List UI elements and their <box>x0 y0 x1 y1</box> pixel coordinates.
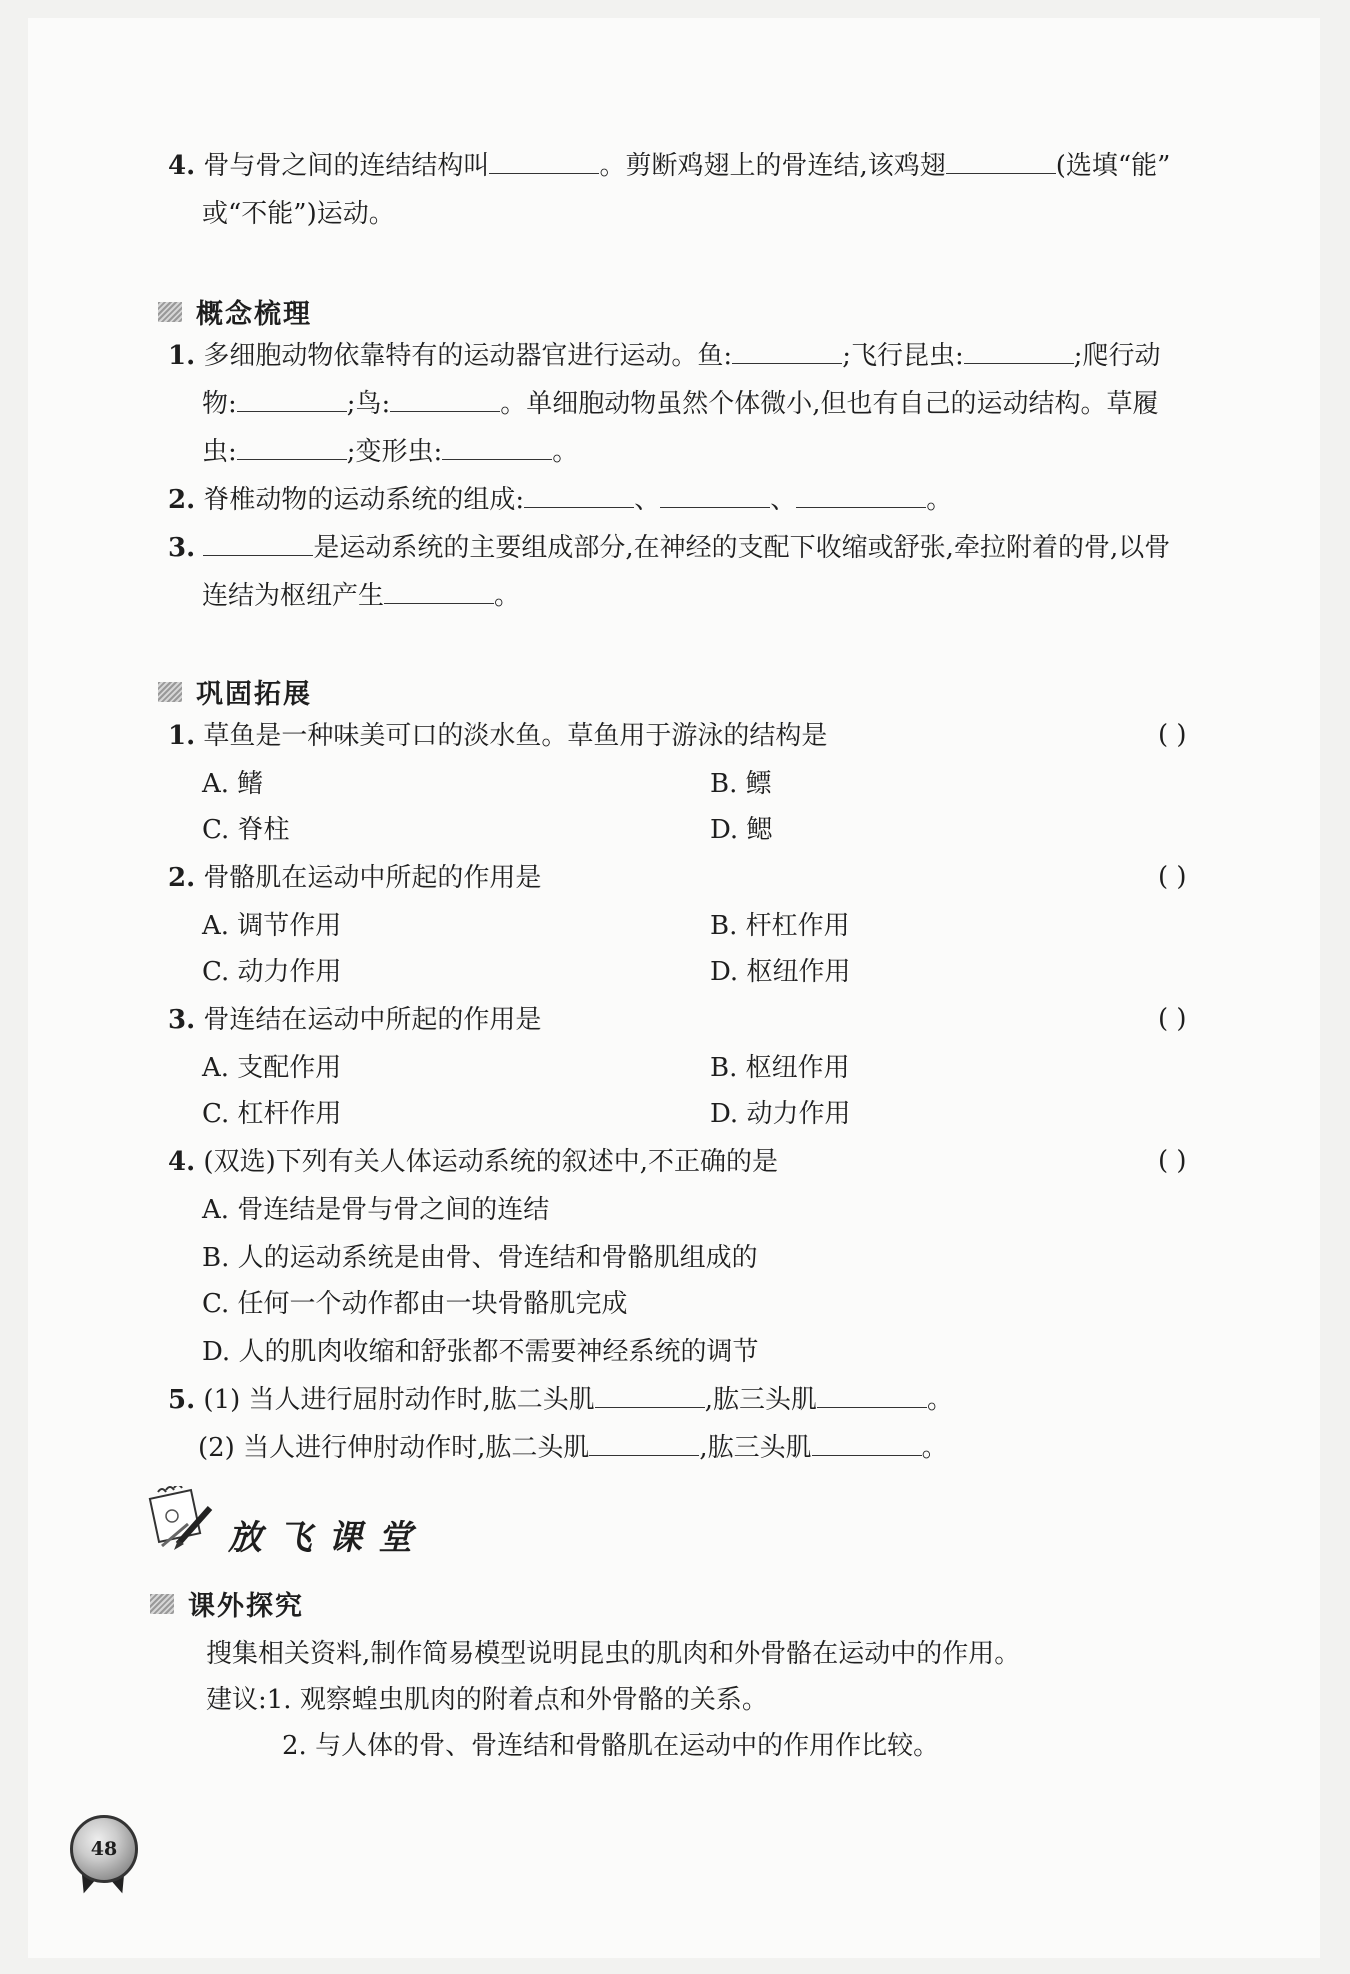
explore-line2: 建议:1. 观察蝗虫肌肉的附着点和外骨骼的关系。 <box>206 1685 768 1715</box>
answer-blank[interactable] <box>237 389 347 412</box>
concept-q3-line1: 3. 是运动系统的主要组成部分,在神经的支配下收缩或舒张,牵拉附着的骨,以骨 <box>168 533 1171 563</box>
answer-paren[interactable]: ( ) <box>1158 862 1187 892</box>
answer-blank[interactable] <box>732 341 842 364</box>
answer-blank[interactable] <box>589 1433 699 1456</box>
concept-q3-line2: 连结为枢纽产生 。 <box>202 581 521 611</box>
extend-q2-stem: 2. 骨骼肌在运动中所起的作用是 <box>168 863 542 893</box>
concept-q1-line3: 虫: ;变形虫: 。 <box>202 437 579 467</box>
option-B[interactable]: B. 杆杠作用 <box>710 911 850 941</box>
answer-blank[interactable] <box>384 581 494 604</box>
concept-q1-line1: 1. 多细胞动物依靠特有的运动器官进行运动。鱼: ;飞行昆虫: ;爬行动 <box>168 341 1161 371</box>
q4-top-line1: 4. 骨与骨之间的连结结构叫 。剪断鸡翅上的骨连结,该鸡翅 (选填“能” <box>168 151 1171 181</box>
q4-top-line2: 或“不能”)运动。 <box>202 199 395 229</box>
answer-blank[interactable] <box>660 485 770 508</box>
extend-q5-line1: 5. (1) 当人进行屈肘动作时,肱二头肌 ,肱三头肌 。 <box>168 1385 954 1415</box>
extend-q4-stem: 4. (双选)下列有关人体运动系统的叙述中,不正确的是 <box>168 1147 778 1177</box>
option-B[interactable]: B. 鳔 <box>710 769 772 799</box>
explore-line1: 搜集相关资料,制作简易模型说明昆虫的肌肉和外骨骼在运动中的作用。 <box>206 1639 1021 1669</box>
answer-blank[interactable] <box>812 1433 922 1456</box>
option-C[interactable]: C. 脊柱 <box>202 815 290 845</box>
concept-q2: 2. 脊椎动物的运动系统的组成: 、 、 。 <box>168 485 953 515</box>
section-explore-header <box>150 1584 304 1623</box>
answer-blank[interactable] <box>817 1385 927 1408</box>
answer-blank[interactable] <box>442 437 552 460</box>
answer-blank[interactable] <box>524 485 634 508</box>
option-A[interactable]: A. 调节作用 <box>202 911 342 941</box>
answer-blank[interactable] <box>237 437 347 460</box>
section-title: 概念梳理 <box>196 299 312 330</box>
page-number: 48 <box>90 1838 118 1860</box>
answer-blank[interactable] <box>203 533 313 556</box>
fly-classroom-title: 放飞课堂 <box>228 1518 428 1558</box>
extend-q3-stem: 3. 骨连结在运动中所起的作用是 <box>168 1005 542 1035</box>
section-title: 巩固拓展 <box>196 679 312 710</box>
section-concept-header <box>158 292 312 331</box>
fly-notebook-icon <box>148 1486 218 1556</box>
page-number-badge <box>70 1815 138 1883</box>
answer-blank[interactable] <box>489 151 599 174</box>
option-C[interactable]: C. 动力作用 <box>202 957 342 987</box>
option-D[interactable]: D. 动力作用 <box>710 1099 851 1129</box>
option-A[interactable]: A. 支配作用 <box>202 1053 342 1083</box>
option-D[interactable]: D. 人的肌肉收缩和舒张都不需要神经系统的调节 <box>202 1337 759 1367</box>
answer-paren[interactable]: ( ) <box>1158 720 1187 750</box>
explore-line3: 2. 与人体的骨、骨连结和骨骼肌在运动中的作用作比较。 <box>282 1731 940 1761</box>
concept-q1-line2: 物: ;鸟: 。单细胞动物虽然个体微小,但也有自己的运动结构。草履 <box>202 389 1159 419</box>
answer-blank[interactable] <box>946 151 1056 174</box>
section-marker-icon <box>150 1594 174 1614</box>
answer-blank[interactable] <box>964 341 1074 364</box>
extend-q5-line2: (2) 当人进行伸肘动作时,肱二头肌 ,肱三头肌 。 <box>198 1433 948 1463</box>
answer-paren[interactable]: ( ) <box>1158 1146 1187 1176</box>
option-B[interactable]: B. 人的运动系统是由骨、骨连结和骨骼肌组成的 <box>202 1243 758 1273</box>
section-marker-icon <box>158 302 182 322</box>
option-B[interactable]: B. 枢纽作用 <box>710 1053 850 1083</box>
answer-blank[interactable] <box>595 1385 705 1408</box>
section-marker-icon <box>158 682 182 702</box>
answer-blank[interactable] <box>390 389 500 412</box>
option-D[interactable]: D. 鳃 <box>710 815 773 845</box>
answer-paren[interactable]: ( ) <box>1158 1004 1187 1034</box>
option-C[interactable]: C. 杠杆作用 <box>202 1099 342 1129</box>
option-A[interactable]: A. 骨连结是骨与骨之间的连结 <box>202 1195 550 1225</box>
option-C[interactable]: C. 任何一个动作都由一块骨骼肌完成 <box>202 1289 628 1319</box>
option-A[interactable]: A. 鳍 <box>202 769 264 799</box>
answer-blank[interactable] <box>796 485 926 508</box>
section-extend-header <box>158 672 312 711</box>
extend-q1-stem: 1. 草鱼是一种味美可口的淡水鱼。草鱼用于游泳的结构是 <box>168 721 828 751</box>
section-title: 课外探究 <box>188 1591 304 1622</box>
option-D[interactable]: D. 枢纽作用 <box>710 957 851 987</box>
